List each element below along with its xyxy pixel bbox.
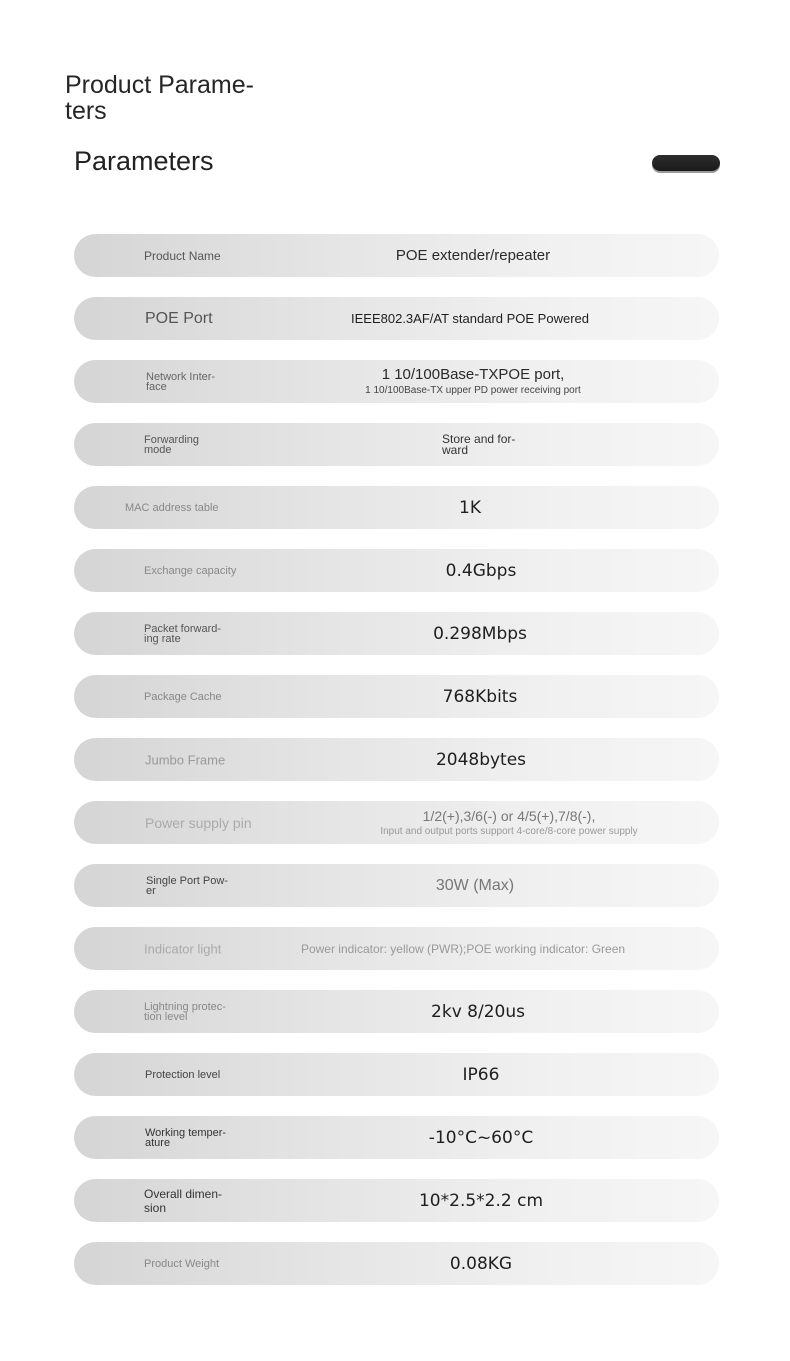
parameter-value [429,1128,533,1148]
parameter-label [144,1002,226,1022]
parameter-label [145,815,252,831]
parameter-row [74,423,719,466]
parameter-value-line: POE extender/repeater [395,246,551,264]
parameter-label [145,1070,220,1080]
parameter-value [380,807,637,839]
parameter-row [74,1116,719,1159]
parameter-value [433,624,527,644]
parameter-value-line: 1 10/100Base-TXPOE port, [381,365,565,383]
parameter-label [144,624,221,644]
parameter-value-line: 2kv 8/20us [431,1001,525,1022]
parameter-label [144,1259,219,1269]
parameter-row [74,360,719,403]
parameter-label-line: Single Port Pow- [146,874,228,887]
parameter-row [74,990,719,1033]
parameter-label-line: Product Name [144,248,221,263]
parameter-label-line: Lightning protec- [144,1000,226,1013]
parameter-label-line: POE Port [145,309,213,327]
parameter-row [74,738,719,781]
parameter-value [443,687,518,707]
parameter-value [301,942,625,956]
parameter-label-line: Packet forward- [144,622,222,635]
parameter-row [74,549,719,592]
parameter-row [74,801,719,844]
parameter-row [74,1179,719,1222]
section-title: Parameters [74,146,214,176]
parameter-label-line: Network Inter- [146,370,216,383]
parameter-row [74,1053,719,1096]
parameter-label [146,876,228,896]
parameter-value-line: Power indicator: yellow (PWR);POE working indicator: Green [300,941,626,956]
parameter-label [144,692,222,702]
parameter-row [74,612,719,655]
parameter-label-line: ature [145,1136,171,1149]
parameter-value-line: 30W (Max) [435,876,515,894]
parameter-value-line: Input and output ports support 4-core/8-core power supply [380,825,638,837]
parameter-label-line: Exchange capacity [144,564,237,577]
parameter-label [144,566,236,576]
parameter-label-line: Product Weight [144,1257,220,1270]
parameter-value-line: 0.298Mbps [433,623,527,644]
parameter-label-line: Protection level [145,1068,221,1081]
parameter-label [144,249,221,263]
parameter-value-line: -10°C~60°C [428,1127,534,1148]
parameter-label [146,372,215,392]
parameter-row [74,234,719,277]
parameter-row [74,297,719,340]
parameter-label-line: Indicator light [144,941,222,956]
parameter-label-line: Overall dimen- [144,1186,223,1201]
parameter-value [351,311,589,327]
parameter-value-line: 2048bytes [435,749,527,770]
parameter-value-line: IP66 [462,1064,500,1085]
parameter-label-line: sion [144,1200,167,1215]
decorative-pill [652,155,720,171]
page-title [65,72,275,124]
parameter-value [450,1254,512,1274]
parameter-value [419,1191,543,1211]
parameter-value [459,498,481,518]
parameter-value [365,366,581,398]
parameter-value [436,877,514,895]
parameter-label [144,1187,222,1215]
parameter-label-line: tion level [144,1010,188,1023]
parameter-value [396,247,550,265]
parameter-label-line: Power supply pin [145,814,252,831]
parameter-label [125,503,219,513]
parameter-label-line: er [146,884,156,897]
parameter-label-line: ing rate [144,632,181,645]
parameter-label-line: MAC address table [125,501,219,514]
parameter-label-line: Forwarding [144,433,200,446]
page-title-line-1: Product Parame- [65,71,254,99]
parameter-label [144,941,221,956]
parameter-label [145,310,213,328]
parameter-value-line: Store and for- [442,431,516,446]
parameter-value-line: 768Kbits [442,686,518,707]
parameter-value-line: 0.4Gbps [445,560,517,581]
parameter-label-line: Package Cache [144,690,222,703]
parameter-label-line: face [146,380,167,393]
parameter-label-line: mode [144,443,172,456]
parameter-row [74,675,719,718]
parameter-row [74,1242,719,1285]
page-title-line-2: ters [65,97,107,125]
parameter-row [74,927,719,970]
parameter-row [74,486,719,529]
parameter-label [145,1128,226,1148]
parameter-value-line: IEEE802.3AF/AT standard POE Powered [351,310,589,326]
parameter-value-line: 0.08KG [449,1253,513,1274]
parameter-row [74,864,719,907]
parameter-value-line: 1/2(+),3/6(-) or 4/5(+),7/8(-), [422,807,596,824]
parameter-label-line: Working temper- [145,1126,227,1139]
parameter-value-line: 10*2.5*2.2 cm [418,1190,544,1211]
parameter-label [145,752,225,767]
parameter-value [446,561,517,581]
parameter-value [442,431,516,457]
parameter-label [144,435,199,455]
parameter-label-line: Jumbo Frame [145,752,226,767]
parameter-value-line: 1 10/100Base-TX upper PD power receiving port [365,384,581,396]
parameter-value-line: ward [442,442,469,457]
parameter-value [436,750,526,770]
parameter-value [431,1002,525,1022]
parameter-value [463,1065,500,1085]
parameter-value-line: 1K [459,497,481,518]
